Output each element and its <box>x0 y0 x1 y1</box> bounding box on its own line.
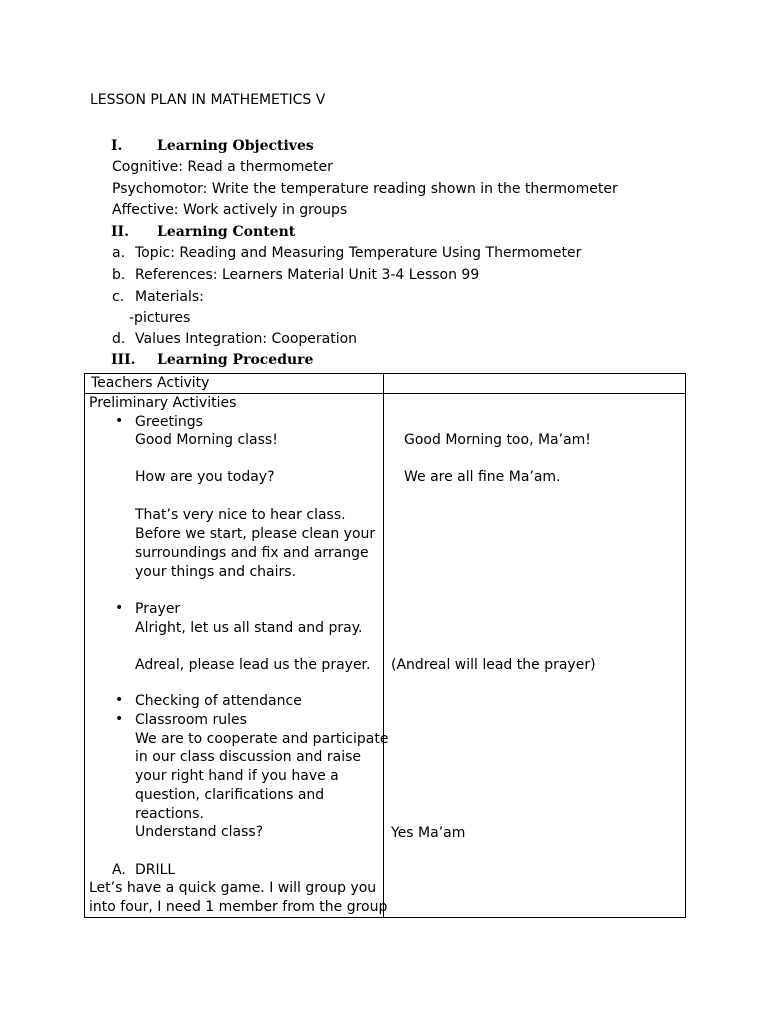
section-heading-objectives: Learning Objectives <box>157 138 314 154</box>
content-item-text: -pictures <box>129 310 191 326</box>
teacher-line: We are to cooperate and participate <box>135 731 389 747</box>
column-divider <box>383 374 384 917</box>
header-divider <box>85 393 685 394</box>
procedure-table <box>84 373 686 918</box>
document-title: LESSON PLAN IN MATHEMETICS V <box>90 92 326 108</box>
bullet: • <box>115 692 124 708</box>
objective-line: Psychomotor: Write the temperature reading shown in the thermometer <box>112 181 618 197</box>
greetings-label: Greetings <box>135 414 203 430</box>
drill-marker: A. <box>112 862 126 878</box>
bullet: • <box>115 711 124 727</box>
content-item-marker: c. <box>112 289 125 305</box>
section-number-procedure: III. <box>111 352 136 368</box>
teacher-line: Adreal, please lead us the prayer. <box>135 657 371 673</box>
bullet: • <box>115 600 124 616</box>
student-line: Yes Ma’am <box>391 825 466 841</box>
teacher-line: Before we start, please clean your <box>135 526 376 542</box>
content-item-text: References: Learners Material Unit 3-4 Lesson 99 <box>135 267 480 283</box>
attendance-label: Checking of attendance <box>135 693 302 709</box>
content-item-marker: a. <box>112 245 126 261</box>
content-item-marker: d. <box>112 331 126 347</box>
student-line: Good Morning too, Ma’am! <box>404 432 591 448</box>
content-item-text: Materials: <box>135 289 204 305</box>
teacher-line: Good Morning class! <box>135 432 278 448</box>
content-item-text: Values Integration: Cooperation <box>135 331 358 347</box>
teacher-line: question, clarifications and <box>135 787 325 803</box>
content-item-marker: b. <box>112 267 126 283</box>
teacher-line: your things and chairs. <box>135 564 297 580</box>
objective-line: Affective: Work actively in groups <box>112 202 348 218</box>
teacher-line: That’s very nice to hear class. <box>135 507 346 523</box>
student-line: We are all fine Ma’am. <box>404 469 561 485</box>
teacher-line: Understand class? <box>135 824 264 840</box>
header-teachers-activity: Teachers Activity <box>91 375 210 391</box>
student-line: (Andreal will lead the prayer) <box>391 657 596 673</box>
section-number-objectives: I. <box>111 138 123 154</box>
preliminary-activities: Preliminary Activities <box>89 395 237 411</box>
section-heading-content: Learning Content <box>157 224 296 240</box>
objective-line: Cognitive: Read a thermometer <box>112 159 333 175</box>
teacher-line: Let’s have a quick game. I will group you <box>89 880 377 896</box>
content-item-text: Topic: Reading and Measuring Temperature Using Thermometer <box>135 245 582 261</box>
drill-label: DRILL <box>135 862 176 878</box>
prayer-label: Prayer <box>135 601 181 617</box>
teacher-line: into four, I need 1 member from the group <box>89 899 388 915</box>
section-number-content: II. <box>111 224 129 240</box>
teacher-line: reactions. <box>135 806 204 822</box>
rules-label: Classroom rules <box>135 712 247 728</box>
bullet: • <box>115 413 124 429</box>
teacher-line: your right hand if you have a <box>135 768 339 784</box>
teacher-line: in our class discussion and raise <box>135 749 361 765</box>
teacher-line: Alright, let us all stand and pray. <box>135 620 363 636</box>
section-heading-procedure: Learning Procedure <box>157 352 314 368</box>
teacher-line: surroundings and fix and arrange <box>135 545 369 561</box>
teacher-line: How are you today? <box>135 469 275 485</box>
